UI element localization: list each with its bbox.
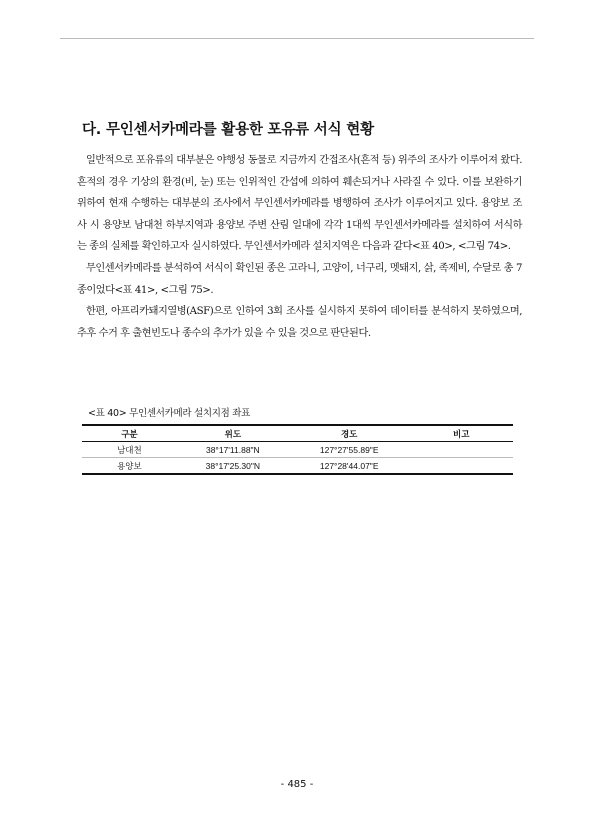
- header-category: 구분: [82, 425, 177, 442]
- table-row: [82, 458, 513, 475]
- header-longitude: 경도: [289, 425, 410, 442]
- page-top-border: [60, 38, 534, 39]
- cell-longitude: 127°28'44.07"E: [289, 458, 410, 475]
- cell-latitude: 38°17'11.88"N: [205, 444, 260, 455]
- table-header-row: [82, 425, 513, 442]
- table-row: [82, 442, 513, 458]
- header-latitude: 위도: [177, 425, 289, 442]
- header-remarks: 비고: [410, 425, 513, 442]
- cell-longitude: 127°27'55.89"E: [319, 444, 379, 455]
- paragraph-3: 한편, 아프리카돼지열병(ASF)으로 인하여 3회 조사를 실시하지 못하여 데이터를 분석하지 못하였으며, 추후 수거 후 출현빈도나 종수의 추가가 있을 수 있을 것으로 판단된다.: [77, 306, 522, 339]
- body-text: [77, 150, 522, 344]
- paragraph-1: 일반적으로 포유류의 대부분은 야행성 동물로 지금까지 간접조사(흔적 등) 위주의 조사가 이루어져 왔다. 흔적의 경우 기상의 환경(비, 눈) 또는 인위적인 간섭에 의하여 훼손되거나 사라질 수 있다. 이를 보완하기 위하여 현재 수행하는 대부분의 조사에서 무인센서카메라를 병행하여 조사가 이루어지고 있다. 용양보 조사 시 용양보 남대천 하부지역과 용양보 주변 산림 일대에 각각 1대씩 무인센서카메라를 설치하여 서식하는 종의 실체를 확인하고자 실시하였다. 무인센서카메라 설치지역은 다음과 같다<표 40>, <그림 74>.: [77, 155, 522, 253]
- cell-remarks: [410, 458, 513, 475]
- table-caption: <표 40> 무인센서카메라 설치지점 좌표: [88, 408, 250, 419]
- coordinates-table: [82, 424, 513, 475]
- cell-category: 남대천: [117, 444, 142, 455]
- section-heading: 다. 무인센서카메라를 활용한 포유류 서식 현황: [82, 122, 374, 138]
- cell-remarks: [410, 442, 513, 458]
- paragraph-2: 무인센서카메라를 분석하여 서식이 확인된 종은 고라니, 고양이, 너구리, 멧돼지, 삵, 족제비, 수달로 총 7종이었다<표 41>, <그림 75>.: [77, 262, 522, 296]
- page-number: - 485 -: [280, 779, 314, 790]
- cell-latitude: 38°17'25.30"N: [177, 458, 289, 475]
- cell-category: 용양보: [82, 458, 177, 475]
